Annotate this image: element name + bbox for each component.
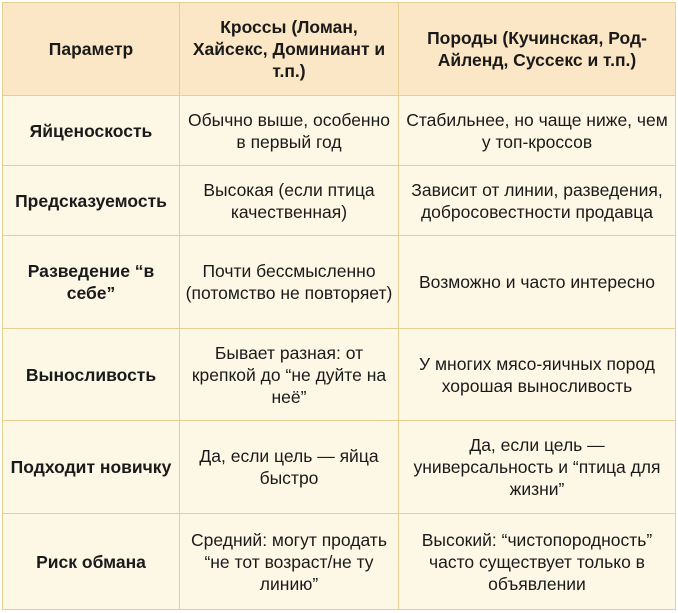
comparison-table — [2, 2, 676, 610]
table-row — [3, 236, 676, 329]
header-crosses: Кроссы (Ломан, Хайсекс, Доминиант и т.п.) — [180, 3, 399, 96]
table-row — [3, 514, 676, 610]
table-row — [3, 421, 676, 514]
table-row — [3, 329, 676, 421]
row-param: Подходит новичку — [3, 421, 180, 514]
row-crosses-cell: Да, если цель — яйца быстро — [180, 421, 399, 514]
row-crosses-cell: Средний: могут продать “не тот возраст/не ту линию” — [180, 514, 399, 610]
row-breeds-cell: Высокий: “чистопородность” часто существует только в объявлении — [399, 514, 676, 610]
row-crosses-cell: Бывает разная: от крепкой до “не дуйте на неё” — [180, 329, 399, 421]
row-breeds-cell: Стабильнее, но чаще ниже, чем у топ-кроссов — [399, 96, 676, 166]
row-param: Предсказуемость — [3, 166, 180, 236]
row-param: Разведение “в себе” — [3, 236, 180, 329]
comparison-table-wrapper — [2, 2, 675, 609]
row-param: Выносливость — [3, 329, 180, 421]
row-param: Яйценоскость — [3, 96, 180, 166]
table-row — [3, 96, 676, 166]
header-breeds: Породы (Кучинская, Род-Айленд, Суссекс и т.п.) — [399, 3, 676, 96]
row-crosses-cell: Высокая (если птица качественная) — [180, 166, 399, 236]
row-breeds-cell: Да, если цель — универсальность и “птица для жизни” — [399, 421, 676, 514]
table-row — [3, 166, 676, 236]
row-breeds-cell: У многих мясо-яичных пород хорошая выносливость — [399, 329, 676, 421]
table-header-row — [3, 3, 676, 96]
row-breeds-cell: Возможно и часто интересно — [399, 236, 676, 329]
row-breeds-cell: Зависит от линии, разведения, добросовестности продавца — [399, 166, 676, 236]
row-param: Риск обмана — [3, 514, 180, 610]
header-param: Параметр — [3, 3, 180, 96]
row-crosses-cell: Обычно выше, особенно в первый год — [180, 96, 399, 166]
row-crosses-cell: Почти бессмысленно (потомство не повторяет) — [180, 236, 399, 329]
